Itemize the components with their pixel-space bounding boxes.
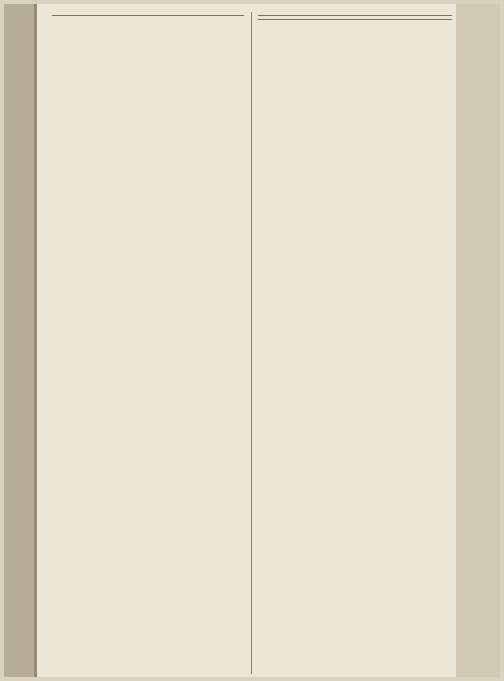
right-column [258, 12, 452, 674]
right-section-rule-1 [258, 15, 452, 16]
page-binding-spine [4, 4, 34, 677]
binding-edge [34, 4, 37, 677]
right-section-rule-2 [258, 19, 452, 20]
newspaper-page [4, 4, 500, 677]
left-section-rule [52, 15, 244, 16]
adjacent-page-edge [456, 4, 500, 677]
column-divider [251, 12, 252, 674]
left-column [52, 12, 244, 674]
article-area [52, 12, 452, 674]
